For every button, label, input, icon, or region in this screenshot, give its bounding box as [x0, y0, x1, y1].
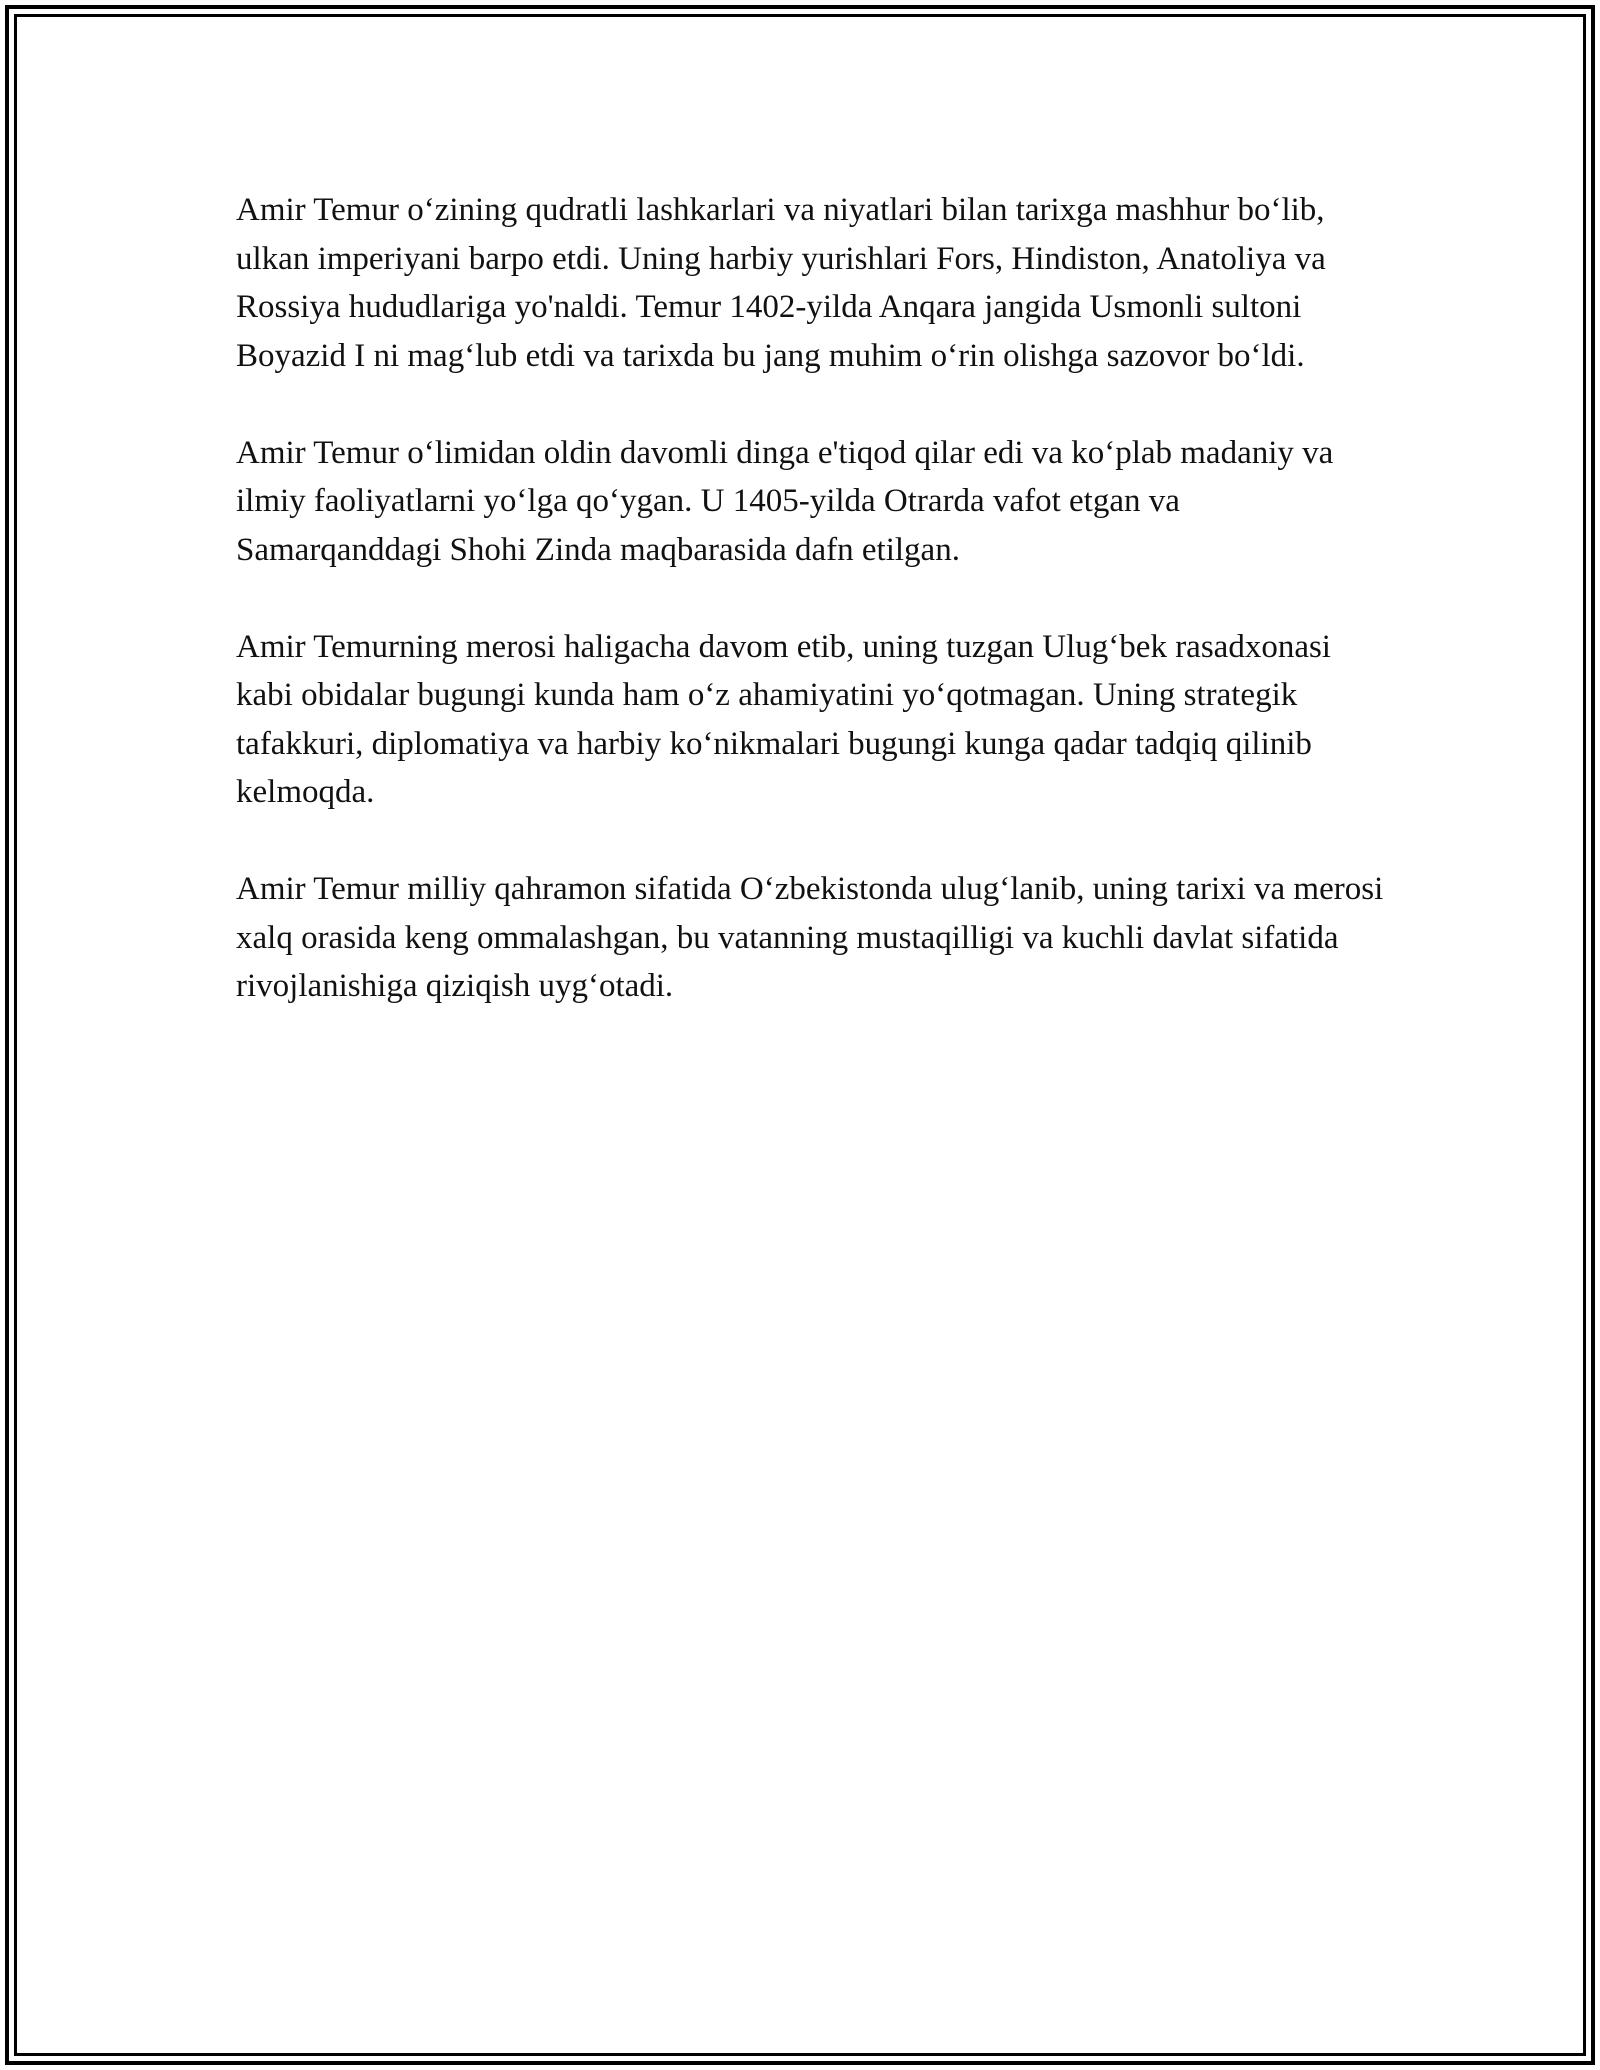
paragraph-2: Amir Temur o‘limidan oldin davomli dinga e'tiqod qilar edi va ko‘plab madaniy va ilmiy faoliyatlarni yo‘lga qo‘ygan. U 1405-yilda Otrarda vafot etgan va Samarqanddagi Shohi Zinda maqbarasida dafn etilgan.: [236, 434, 1334, 568]
document-body: [236, 186, 1386, 1059]
paragraph-4: Amir Temur milliy qahramon sifatida O‘zbekistonda ulug‘lanib, uning tarixi va merosi xalq orasida keng ommalashgan, bu vatanning mustaqilligi va kuchli davlat sifatida rivojlanishiga qiziqish uyg‘otadi.: [236, 871, 1384, 1004]
paragraph-1: Amir Temur o‘zining qudratli lashkarlari va niyatlari bilan tarixga mashhur bo‘lib, ulkan imperiyani barpo etdi. Uning harbiy yurishlari Fors, Hindiston, Anatoliya va Rossiya hududlariga yo'naldi. Temur 1402-yilda Anqara jangida Usmonli sultoni Boyazid I ni mag‘lub etdi va tarixda bu jang muhim o‘rin olishga sazovor bo‘ldi.: [236, 192, 1326, 374]
paragraph-3: Amir Temurning merosi haligacha davom etib, uning tuzgan Ulug‘bek rasadxonasi kabi obidalar bugungi kunda ham o‘z ahamiyatini yo‘qotmagan. Uning strategik tafakkuri, diplomatiya va harbiy ko‘nikmalari bugungi kunga qadar tadqiq qilinib kelmoqda.: [236, 628, 1331, 810]
